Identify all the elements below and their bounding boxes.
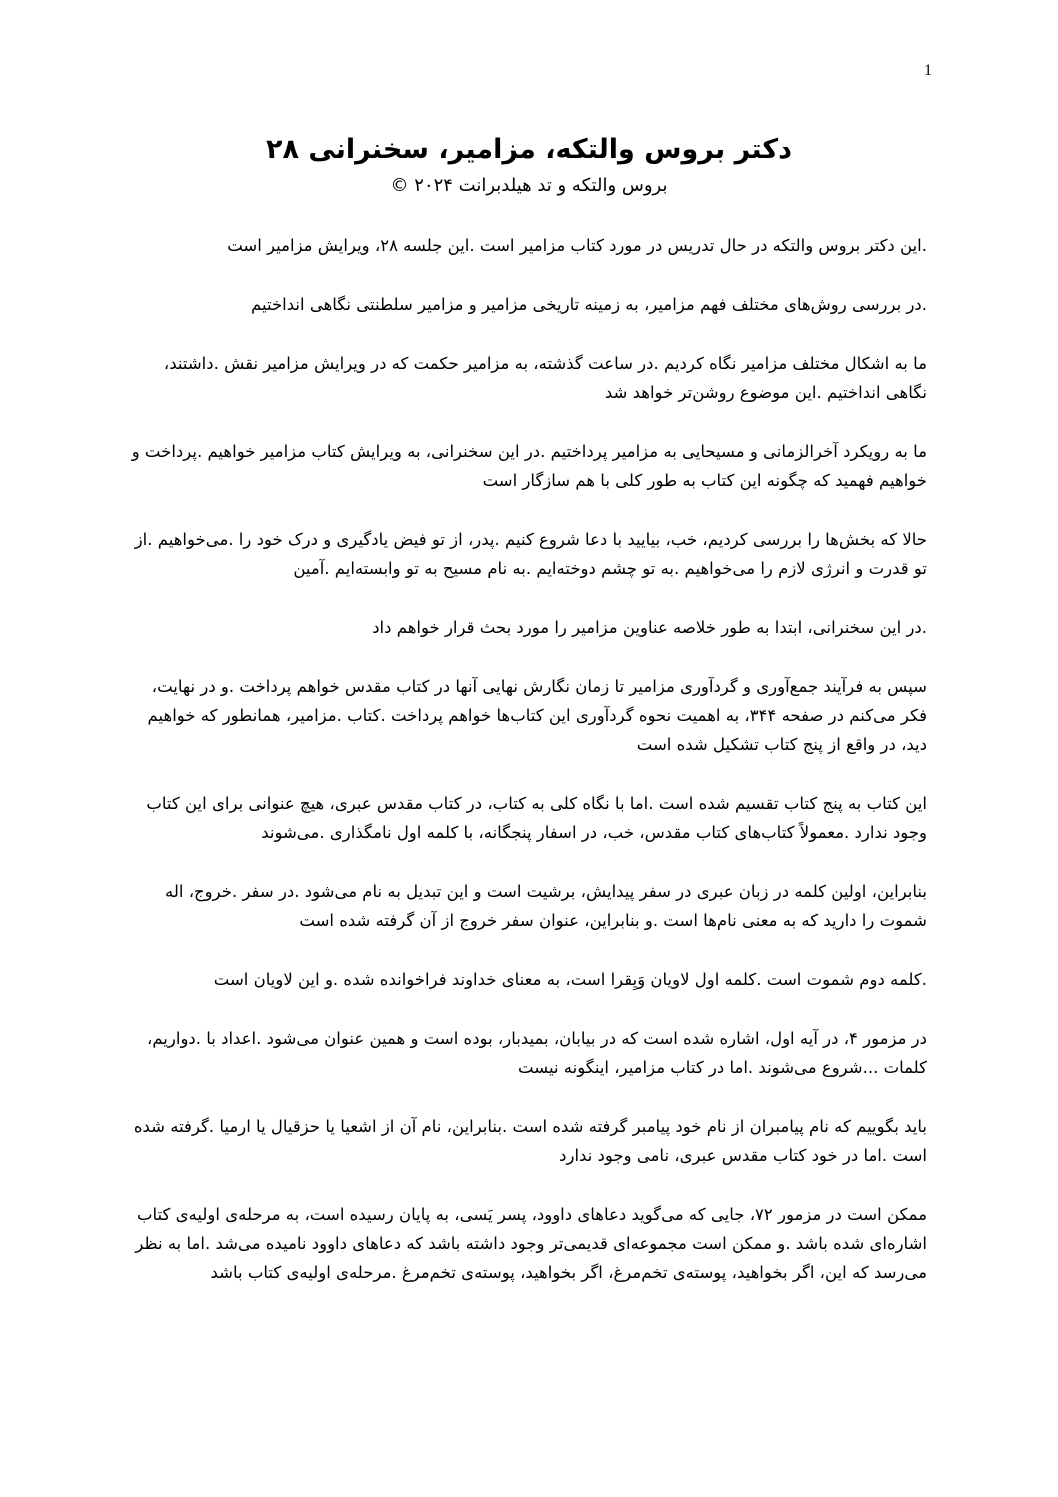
paragraph: در مزمور ۴، در آیه اول، اشاره شده است که در بیابان، بمیدبار، بوده است و همین عنوان می‌شود .اعداد با .دواریم، کلمات ...شروع می‌شوند .اما در کتاب مزامیر، اینگونه نیست bbox=[147, 1029, 927, 1077]
document-subtitle: بروس والتکه و تد هیلدبرانت ۲۰۲۴ © bbox=[390, 175, 668, 196]
paragraph: بنابراین، اولین کلمه در زبان عبری در سفر پیدایش، برشیت است و این تبدیل به نام می‌شود .در سفر .خروج، اله شموت را دارید که به معنی نام‌ها است .و بنابراین، عنوان سفر خروج از آن گرفته شده است bbox=[165, 882, 927, 930]
paragraph: ممکن است در مزمور ۷۲، جایی که می‌گوید دعاهای داوود، پسر یَسی، به پایان رسیده است، به مرحله‌ی اولیه‌ی کتاب اشاره‌ای شده باشد .و ممکن است مجموعه‌ای قدیمی‌تر وجود داشته باشد که دعاهای داوود نامیده می‌شد .اما به نظر می‌رسد که این، اگر بخواهید، پوسته‌ی تخم‌مرغ، اگر بخواهید، پوسته‌ی تخم‌مرغ .مرحله‌ی اولیه‌ی کتاب باشد bbox=[135, 1205, 927, 1282]
paragraph: ما به رویکرد آخرالزمانی و مسیحایی به مزامیر پرداختیم .در این سخنرانی، به ویرایش کتاب مزامیر خواهیم .پرداخت و خواهیم فهمید که چگونه این کتاب به طور کلی با هم سازگار است bbox=[131, 442, 927, 490]
page-number: 1 bbox=[924, 62, 932, 79]
paragraph: .کلمه دوم شموت است .کلمه اول لاویان وَیِقرا است، به معنای خداوند فراخوانده شده .و این لاویان است bbox=[213, 970, 927, 989]
document-body bbox=[125, 231, 927, 1317]
paragraph: ما به اشکال مختلف مزامیر نگاه کردیم .در ساعت گذشته، به مزامیر حکمت که در ویرایش مزامیر نقش .داشتند، نگاهی انداختیم .این موضوع روشن‌تر خواهد شد bbox=[163, 354, 927, 402]
paragraph: باید بگوییم که نام پیامبران از نام خود پیامبر گرفته شده است .بنابراین، نام آن از اشعیا یا حزقیال یا ارمیا .گرفته شده است .اما در خود کتاب مقدس عبری، نامی وجود ندارد bbox=[133, 1117, 927, 1165]
paragraph: این کتاب به پنج کتاب تقسیم شده است .اما با نگاه کلی به کتاب، در کتاب مقدس عبری، هیچ عنوانی برای این کتاب وجود ندارد .معمولاً کتاب‌های کتاب مقدس، خب، در اسفار پنجگانه، با کلمه اول نامگذاری .می‌شوند bbox=[146, 794, 927, 842]
document-header bbox=[0, 128, 1058, 200]
paragraph: حالا که بخش‌ها را بررسی کردیم، خب، بیایید با دعا شروع کنیم .پدر، از تو فیض یادگیری و درک خود را .می‌خواهیم .از تو قدرت و انرژی لازم را می‌خواهیم .به تو چشم دوخته‌ایم .به نام مسیح به تو وابسته‌ایم .آمین bbox=[134, 530, 927, 578]
paragraph: سپس به فرآیند جمع‌آوری و گردآوری مزامیر تا زمان نگارش نهایی آنها در کتاب مقدس خواهم پرداخت .و در نهایت، فکر می‌کنم در صفحه ۳۴۴، به اهمیت نحوه گردآوری این کتاب‌ها خواهم پرداخت .کتاب .مزامیر، همانطور که خواهیم دید، در واقع از پنج کتاب تشکیل شده است bbox=[147, 677, 927, 754]
paragraph: .در این سخنرانی، ابتدا به طور خلاصه عناوین مزامیر را مورد بحث قرار خواهم داد bbox=[372, 618, 927, 637]
paragraph: .در بررسی روش‌های مختلف فهم مزامیر، به زمینه تاریخی مزامیر و مزامیر سلطنتی نگاهی انداختیم bbox=[251, 295, 927, 314]
document-title: دکتر بروس والتکه، مزامیر، سخنرانی ۲۸ bbox=[266, 134, 792, 165]
paragraph: .این دکتر بروس والتکه در حال تدریس در مورد کتاب مزامیر است .این جلسه ۲۸، ویرایش مزامیر است bbox=[227, 236, 927, 255]
